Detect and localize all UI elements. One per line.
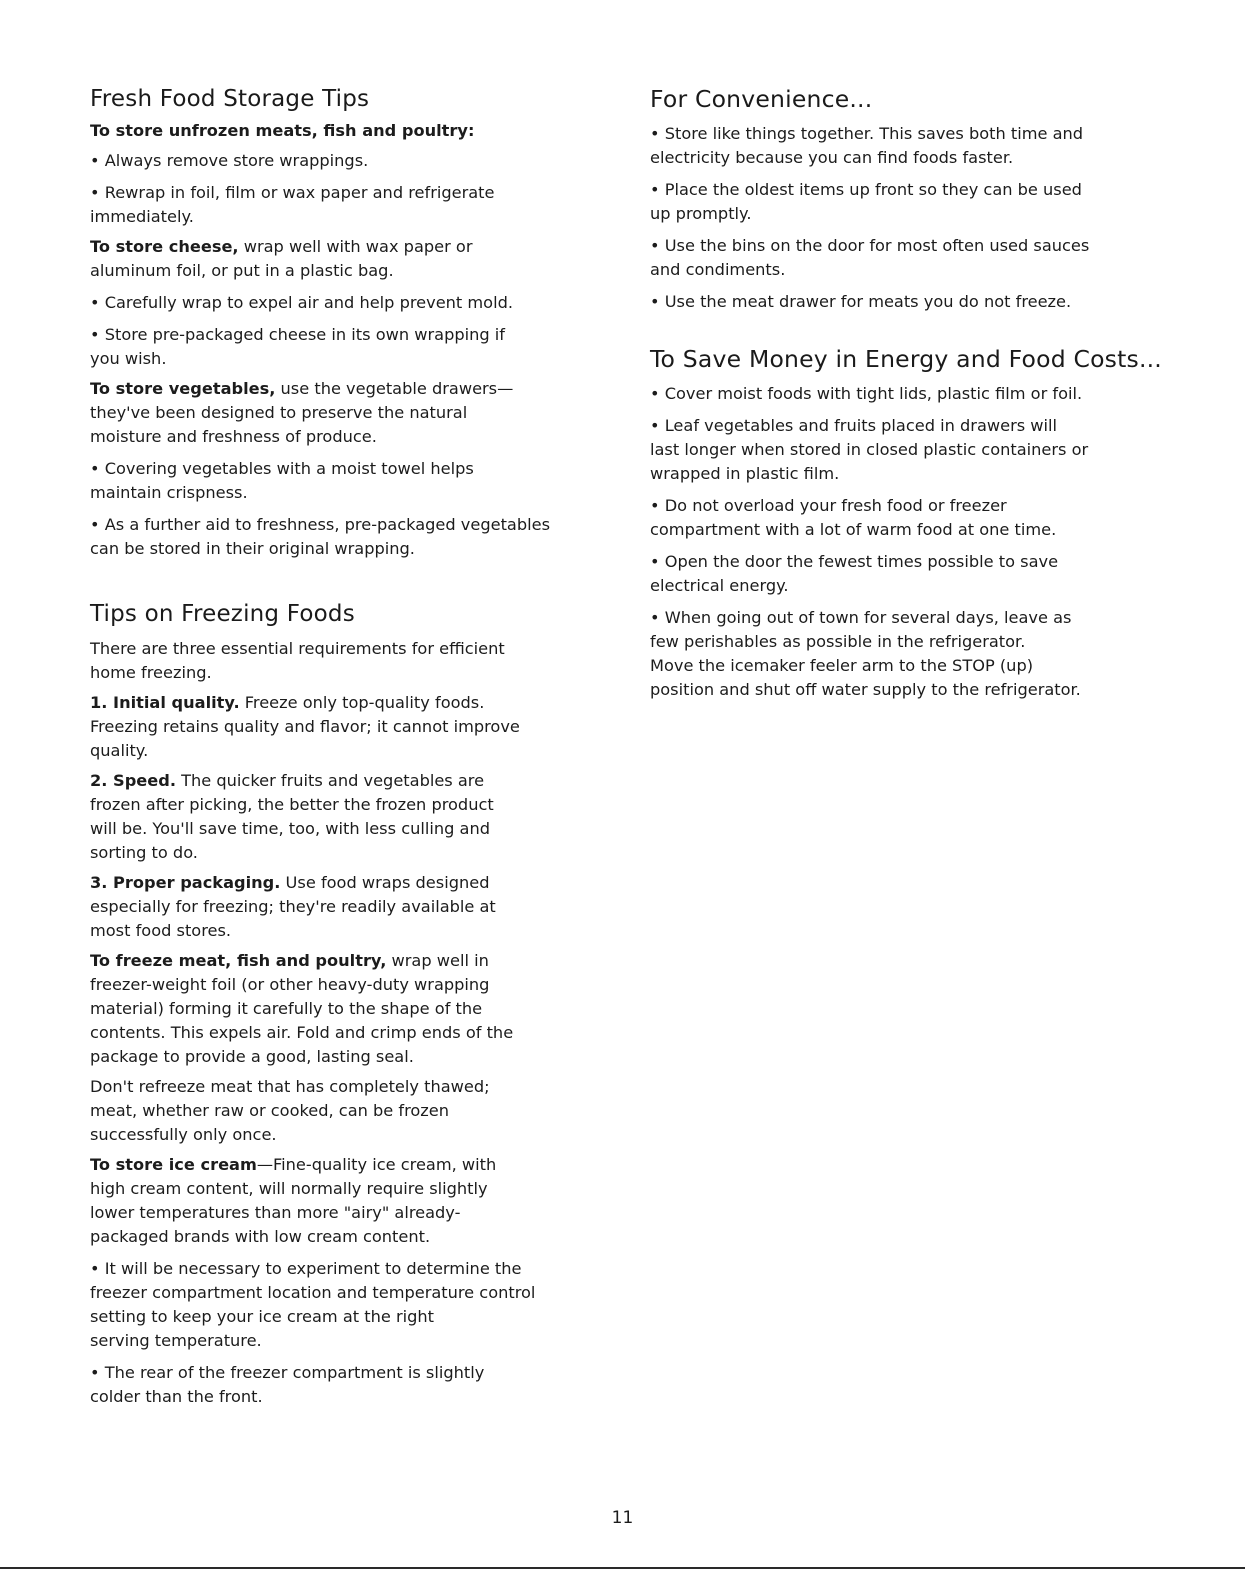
ice-cream-bullet-1 xyxy=(90,1257,610,1353)
cheese-bullet-2-line-2: you wish. xyxy=(90,349,167,368)
freeze-meat-line-3: material) forming it carefully to the shape of the xyxy=(90,999,483,1018)
vegetables-line-3: moisture and freshness of produce. xyxy=(90,427,377,446)
ice-cream-bullet-2-line-2: colder than the front. xyxy=(90,1387,263,1406)
save-money-bullet-4 xyxy=(650,550,1180,598)
convenience-bullet-4: • Use the meat drawer for meats you do not freeze. xyxy=(650,290,1180,314)
packaging-paragraph xyxy=(90,871,610,943)
ice-cream-line-3: lower temperatures than more "airy" already- xyxy=(90,1203,461,1222)
save-money-bullet-2-line-1: • Leaf vegetables and fruits placed in drawers will xyxy=(650,416,1057,435)
bottom-rule xyxy=(0,1567,1245,1569)
convenience-bullet-1 xyxy=(650,122,1180,170)
vegetables-line-1: use the vegetable drawers— xyxy=(275,379,514,398)
convenience-bullet-2 xyxy=(650,178,1180,226)
save-money-bullet-1: • Cover moist foods with tight lids, plastic film or foil. xyxy=(650,382,1180,406)
ice-cream-bullet-2 xyxy=(90,1361,610,1409)
vegetables-bullet-2-line-1: • As a further aid to freshness, pre-packaged vegetables xyxy=(90,515,550,534)
ice-cream-bullet-1-line-3: setting to keep your ice cream at the right xyxy=(90,1307,434,1326)
speed-line-1: The quicker fruits and vegetables are xyxy=(176,771,485,790)
convenience-bullet-3-line-2: and condiments. xyxy=(650,260,786,279)
cheese-bullet-1: • Carefully wrap to expel air and help prevent mold. xyxy=(90,291,610,315)
speed-paragraph xyxy=(90,769,610,865)
initial-quality-line-2: Freezing retains quality and flavor; it cannot improve xyxy=(90,717,520,736)
initial-quality-lead: 1. Initial quality. xyxy=(90,693,240,712)
save-money-heading: To Save Money in Energy and Food Costs... xyxy=(650,345,1162,373)
save-money-bullet-5-line-4: position and shut off water supply to the refrigerator. xyxy=(650,680,1081,699)
freezing-intro-line-2: home freezing. xyxy=(90,663,212,682)
freezing-intro-line-1: There are three essential requirements for efficient xyxy=(90,639,505,658)
convenience-bullet-3-line-1: • Use the bins on the door for most often used sauces xyxy=(650,236,1089,255)
cheese-bullet-2-line-1: • Store pre-packaged cheese in its own wrapping if xyxy=(90,325,505,344)
freeze-meat-lead: To freeze meat, fish and poultry, xyxy=(90,951,387,970)
packaging-lead: 3. Proper packaging. xyxy=(90,873,281,892)
meats-bullet-2 xyxy=(90,181,610,229)
save-money-bullet-5-line-1: • When going out of town for several days, leave as xyxy=(650,608,1071,627)
ice-cream-line-1: —Fine-quality ice cream, with xyxy=(256,1155,497,1174)
right-column xyxy=(650,84,1180,702)
save-money-bullet-5-line-3: Move the icemaker feeler arm to the STOP (up) xyxy=(650,656,1034,675)
initial-quality-paragraph xyxy=(90,691,610,763)
save-money-bullet-4-line-1: • Open the door the fewest times possible to save xyxy=(650,552,1058,571)
speed-line-2: frozen after picking, the better the frozen product xyxy=(90,795,494,814)
convenience-bullet-2-line-1: • Place the oldest items up front so they can be used xyxy=(650,180,1082,199)
save-money-bullet-2-line-2: last longer when stored in closed plastic containers or xyxy=(650,440,1089,459)
save-money-bullet-3-line-2: compartment with a lot of warm food at one time. xyxy=(650,520,1057,539)
save-money-bullet-2 xyxy=(650,414,1180,486)
speed-line-3: will be. You'll save time, too, with less culling and xyxy=(90,819,490,838)
ice-cream-bullet-1-line-2: freezer compartment location and temperature control xyxy=(90,1283,536,1302)
refreeze-line-3: successfully only once. xyxy=(90,1125,277,1144)
ice-cream-lead: To store ice cream xyxy=(90,1155,257,1174)
save-money-bullet-5 xyxy=(650,606,1180,702)
ice-cream-bullet-2-line-1: • The rear of the freezer compartment is slightly xyxy=(90,1363,484,1382)
vegetables-bullet-2 xyxy=(90,513,610,561)
packaging-line-2: especially for freezing; they're readily available at xyxy=(90,897,496,916)
meats-bullet-2-line-2: immediately. xyxy=(90,207,194,226)
initial-quality-line-3: quality. xyxy=(90,741,149,760)
convenience-heading: For Convenience... xyxy=(650,85,873,113)
save-money-bullet-4-line-2: electrical energy. xyxy=(650,576,789,595)
cheese-bullet-2 xyxy=(90,323,610,371)
cheese-lead: To store cheese, xyxy=(90,237,239,256)
vegetables-bullet-1-line-2: maintain crispness. xyxy=(90,483,248,502)
vegetables-bullet-2-line-2: can be stored in their original wrapping. xyxy=(90,539,415,558)
refreeze-line-2: meat, whether raw or cooked, can be frozen xyxy=(90,1101,450,1120)
freezing-intro xyxy=(90,637,610,685)
speed-lead: 2. Speed. xyxy=(90,771,176,790)
ice-cream-paragraph xyxy=(90,1153,610,1249)
vegetables-lead: To store vegetables, xyxy=(90,379,276,398)
meats-bullet-1: • Always remove store wrappings. xyxy=(90,149,610,173)
meats-heading xyxy=(90,119,610,143)
ice-cream-bullet-1-line-1: • It will be necessary to experiment to determine the xyxy=(90,1259,522,1278)
refreeze-paragraph xyxy=(90,1075,610,1147)
fresh-food-storage-heading: Fresh Food Storage Tips xyxy=(90,86,370,112)
meats-heading-text: To store unfrozen meats, fish and poultry: xyxy=(90,121,475,140)
left-column xyxy=(90,84,610,1409)
meats-bullet-2-line-1: • Rewrap in foil, film or wax paper and refrigerate xyxy=(90,183,494,202)
cheese-line-2: aluminum foil, or put in a plastic bag. xyxy=(90,261,394,280)
save-money-bullet-2-line-3: wrapped in plastic film. xyxy=(650,464,840,483)
freeze-meat-paragraph xyxy=(90,949,610,1069)
ice-cream-line-2: high cream content, will normally require slightly xyxy=(90,1179,488,1198)
speed-line-4: sorting to do. xyxy=(90,843,198,862)
save-money-bullet-3-line-1: • Do not overload your fresh food or freezer xyxy=(650,496,1007,515)
save-money-bullet-5-line-2: few perishables as possible in the refrigerator. xyxy=(650,632,1026,651)
refreeze-line-1: Don't refreeze meat that has completely thawed; xyxy=(90,1077,490,1096)
initial-quality-line-1: Freeze only top-quality foods. xyxy=(239,693,485,712)
convenience-bullet-1-line-2: electricity because you can find foods faster. xyxy=(650,148,1014,167)
packaging-line-1: Use food wraps designed xyxy=(280,873,490,892)
convenience-bullet-2-line-2: up promptly. xyxy=(650,204,752,223)
cheese-line-1: wrap well with wax paper or xyxy=(238,237,473,256)
freezing-foods-heading: Tips on Freezing Foods xyxy=(90,601,355,627)
ice-cream-line-4: packaged brands with low cream content. xyxy=(90,1227,431,1246)
freeze-meat-line-1: wrap well in xyxy=(386,951,489,970)
convenience-bullet-3 xyxy=(650,234,1180,282)
page-number: 11 xyxy=(611,1508,634,1528)
ice-cream-bullet-1-line-4: serving temperature. xyxy=(90,1331,262,1350)
vegetables-bullet-1 xyxy=(90,457,610,505)
save-money-bullet-3 xyxy=(650,494,1180,542)
freeze-meat-line-5: package to provide a good, lasting seal. xyxy=(90,1047,414,1066)
vegetables-bullet-1-line-1: • Covering vegetables with a moist towel helps xyxy=(90,459,474,478)
freeze-meat-line-2: freezer-weight foil (or other heavy-duty wrapping xyxy=(90,975,490,994)
freeze-meat-line-4: contents. This expels air. Fold and crimp ends of the xyxy=(90,1023,514,1042)
vegetables-line-2: they've been designed to preserve the natural xyxy=(90,403,468,422)
convenience-bullet-1-line-1: • Store like things together. This saves both time and xyxy=(650,124,1083,143)
cheese-paragraph xyxy=(90,235,610,283)
vegetables-paragraph xyxy=(90,377,610,449)
packaging-line-3: most food stores. xyxy=(90,921,232,940)
